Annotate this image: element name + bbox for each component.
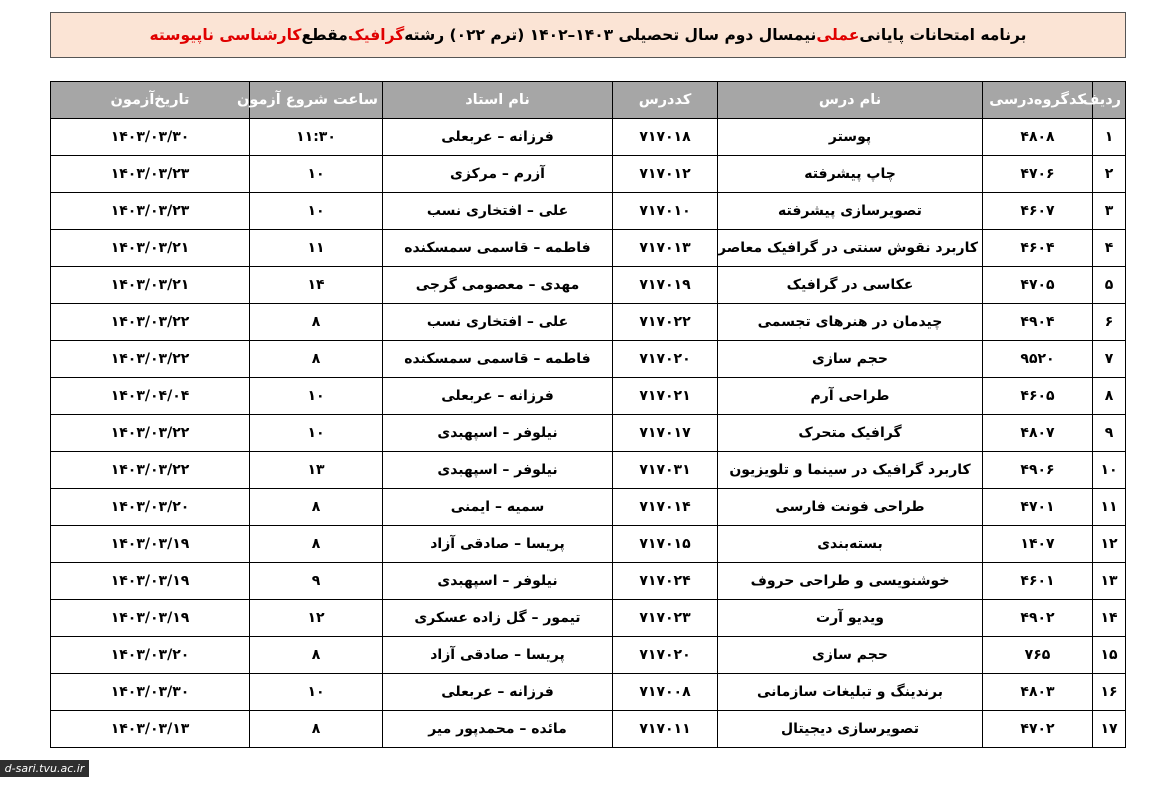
row-number: ۸ — [1093, 378, 1126, 415]
exam-date: ۱۴۰۳/۰۳/۲۳ — [51, 193, 250, 230]
course-name: تصویرسازی پیشرفته — [718, 193, 983, 230]
table-row — [51, 415, 1126, 452]
group-code: ۴۷۰۵ — [983, 267, 1093, 304]
instructor: فرزانه – عربعلی — [383, 119, 613, 156]
exam-date: ۱۴۰۳/۰۳/۱۹ — [51, 526, 250, 563]
table-row — [51, 452, 1126, 489]
start-time: ۹ — [250, 563, 383, 600]
exam-date: ۱۴۰۳/۰۳/۱۹ — [51, 600, 250, 637]
instructor: سمیه – ایمنی — [383, 489, 613, 526]
table-row — [51, 156, 1126, 193]
exam-date: ۱۴۰۳/۰۳/۲۲ — [51, 304, 250, 341]
instructor: نیلوفر – اسپهبدی — [383, 452, 613, 489]
start-time: ۱۰ — [250, 378, 383, 415]
course-code: ۷۱۷۰۱۳ — [613, 230, 718, 267]
website-watermark: d-sari.tvu.ac.ir — [0, 760, 89, 777]
group-code: ۴۶۰۵ — [983, 378, 1093, 415]
table-row — [51, 600, 1126, 637]
header-exam-date: تاریخ‌آزمون — [51, 82, 250, 119]
course-code: ۷۱۷۰۱۱ — [613, 711, 718, 748]
course-name: چیدمان در هنرهای تجسمی — [718, 304, 983, 341]
exam-date: ۱۴۰۳/۰۳/۱۳ — [51, 711, 250, 748]
start-time: ۱۳ — [250, 452, 383, 489]
start-time: ۸ — [250, 526, 383, 563]
course-name: پوستر — [718, 119, 983, 156]
table-row — [51, 526, 1126, 563]
row-number: ۴ — [1093, 230, 1126, 267]
group-code: ۱۴۰۷ — [983, 526, 1093, 563]
row-number: ۱۰ — [1093, 452, 1126, 489]
header-course-code: کددرس — [613, 82, 718, 119]
row-number: ۱ — [1093, 119, 1126, 156]
course-code: ۷۱۷۰۱۲ — [613, 156, 718, 193]
instructor: مائده – محمدپور میر — [383, 711, 613, 748]
instructor: نیلوفر – اسپهبدی — [383, 563, 613, 600]
start-time: ۱۱:۳۰ — [250, 119, 383, 156]
start-time: ۸ — [250, 637, 383, 674]
course-code: ۷۱۷۰۲۱ — [613, 378, 718, 415]
start-time: ۸ — [250, 341, 383, 378]
exam-date: ۱۴۰۳/۰۴/۰۴ — [51, 378, 250, 415]
row-number: ۱۱ — [1093, 489, 1126, 526]
course-name: طراحی آرم — [718, 378, 983, 415]
instructor: آزرم – مرکزی — [383, 156, 613, 193]
exam-date: ۱۴۰۳/۰۳/۱۹ — [51, 563, 250, 600]
title-part-5: مقطع — [301, 26, 348, 44]
table-row — [51, 304, 1126, 341]
title-part-1: برنامه امتحانات پایانی — [859, 26, 1027, 44]
exam-date: ۱۴۰۳/۰۳/۲۲ — [51, 415, 250, 452]
course-code: ۷۱۷۰۳۱ — [613, 452, 718, 489]
exam-date: ۱۴۰۳/۰۳/۲۰ — [51, 489, 250, 526]
course-code: ۷۱۷۰۱۰ — [613, 193, 718, 230]
course-name: تصویرسازی دیجیتال — [718, 711, 983, 748]
group-code: ۴۷۰۲ — [983, 711, 1093, 748]
row-number: ۳ — [1093, 193, 1126, 230]
table-row — [51, 489, 1126, 526]
exam-date: ۱۴۰۳/۰۳/۲۳ — [51, 156, 250, 193]
course-code: ۷۱۷۰۲۳ — [613, 600, 718, 637]
table-row — [51, 563, 1126, 600]
course-name: ویدیو آرت — [718, 600, 983, 637]
instructor: تیمور – گل زاده عسکری — [383, 600, 613, 637]
course-code: ۷۱۷۰۱۹ — [613, 267, 718, 304]
row-number: ۱۳ — [1093, 563, 1126, 600]
course-code: ۷۱۷۰۲۰ — [613, 637, 718, 674]
row-number: ۹ — [1093, 415, 1126, 452]
start-time: ۱۰ — [250, 156, 383, 193]
exam-date: ۱۴۰۳/۰۳/۲۲ — [51, 341, 250, 378]
title-major: گرافیک — [347, 26, 405, 44]
group-code: ۴۸۰۸ — [983, 119, 1093, 156]
title-degree: کارشناسی ناپیوسته — [149, 26, 302, 44]
row-number: ۶ — [1093, 304, 1126, 341]
exam-date: ۱۴۰۳/۰۳/۲۱ — [51, 230, 250, 267]
start-time: ۱۰ — [250, 415, 383, 452]
exam-date: ۱۴۰۳/۰۳/۲۰ — [51, 637, 250, 674]
start-time: ۸ — [250, 304, 383, 341]
course-name: برندینگ و تبلیغات سازمانی — [718, 674, 983, 711]
row-number: ۷ — [1093, 341, 1126, 378]
group-code: ۴۶۰۱ — [983, 563, 1093, 600]
instructor: فرزانه – عربعلی — [383, 378, 613, 415]
course-code: ۷۱۷۰۱۴ — [613, 489, 718, 526]
start-time: ۱۰ — [250, 193, 383, 230]
table-row — [51, 711, 1126, 748]
instructor: مهدی – معصومی گرجی — [383, 267, 613, 304]
row-number: ۵ — [1093, 267, 1126, 304]
group-code: ۹۵۲۰ — [983, 341, 1093, 378]
course-name: گرافیک متحرک — [718, 415, 983, 452]
course-name: حجم سازی — [718, 341, 983, 378]
group-code: ۴۸۰۷ — [983, 415, 1093, 452]
start-time: ۱۲ — [250, 600, 383, 637]
group-code: ۴۹۰۴ — [983, 304, 1093, 341]
exam-schedule-table — [50, 81, 1126, 748]
table-row — [51, 119, 1126, 156]
row-number: ۱۷ — [1093, 711, 1126, 748]
group-code: ۴۶۰۴ — [983, 230, 1093, 267]
course-name: بسته‌بندی — [718, 526, 983, 563]
row-number: ۱۴ — [1093, 600, 1126, 637]
exam-date: ۱۴۰۳/۰۳/۲۲ — [51, 452, 250, 489]
table-row — [51, 193, 1126, 230]
title-exam-type: عملی — [816, 26, 860, 44]
start-time: ۱۴ — [250, 267, 383, 304]
instructor: فرزانه – عربعلی — [383, 674, 613, 711]
instructor: نیلوفر – اسپهبدی — [383, 415, 613, 452]
title-part-3: نیمسال دوم سال تحصیلی ۱۴۰۳–۱۴۰۲ (ترم ۰۲۲) رشته — [404, 26, 817, 44]
course-code: ۷۱۷۰۱۵ — [613, 526, 718, 563]
page-title — [50, 12, 1126, 58]
exam-date: ۱۴۰۳/۰۳/۲۱ — [51, 267, 250, 304]
course-code: ۷۱۷۰۰۸ — [613, 674, 718, 711]
table-row — [51, 267, 1126, 304]
instructor: فاطمه – قاسمی سمسکنده — [383, 230, 613, 267]
table-row — [51, 637, 1126, 674]
course-name: چاپ پیشرفته — [718, 156, 983, 193]
instructor: فاطمه – قاسمی سمسکنده — [383, 341, 613, 378]
row-number: ۱۲ — [1093, 526, 1126, 563]
group-code: ۴۷۰۶ — [983, 156, 1093, 193]
header-row-number: ردیف — [1093, 82, 1126, 119]
group-code: ۴۹۰۲ — [983, 600, 1093, 637]
group-code: ۷۶۵ — [983, 637, 1093, 674]
course-name: خوشنویسی و طراحی حروف — [718, 563, 983, 600]
header-course-name: نام درس — [718, 82, 983, 119]
instructor: پریسا – صادقی آزاد — [383, 526, 613, 563]
table-row — [51, 674, 1126, 711]
header-instructor: نام استاد — [383, 82, 613, 119]
exam-date: ۱۴۰۳/۰۳/۳۰ — [51, 674, 250, 711]
header-group-code: کدگروه‌درسی — [983, 82, 1093, 119]
table-row — [51, 378, 1126, 415]
course-code: ۷۱۷۰۲۲ — [613, 304, 718, 341]
table-row — [51, 341, 1126, 378]
row-number: ۱۶ — [1093, 674, 1126, 711]
table-row — [51, 230, 1126, 267]
group-code: ۴۸۰۳ — [983, 674, 1093, 711]
start-time: ۱۱ — [250, 230, 383, 267]
course-code: ۷۱۷۰۲۰ — [613, 341, 718, 378]
table-header-row — [51, 82, 1126, 119]
course-name: طراحی فونت فارسی — [718, 489, 983, 526]
instructor: علی – افتخاری نسب — [383, 304, 613, 341]
group-code: ۴۹۰۶ — [983, 452, 1093, 489]
course-code: ۷۱۷۰۱۷ — [613, 415, 718, 452]
group-code: ۴۷۰۱ — [983, 489, 1093, 526]
row-number: ۱۵ — [1093, 637, 1126, 674]
course-code: ۷۱۷۰۲۴ — [613, 563, 718, 600]
row-number: ۲ — [1093, 156, 1126, 193]
instructor: علی – افتخاری نسب — [383, 193, 613, 230]
group-code: ۴۶۰۷ — [983, 193, 1093, 230]
course-name: کاربرد نقوش سنتی در گرافیک معاصر — [718, 230, 983, 267]
exam-date: ۱۴۰۳/۰۳/۳۰ — [51, 119, 250, 156]
header-start-time: ساعت شروع آزمون — [250, 82, 383, 119]
course-name: عکاسی در گرافیک — [718, 267, 983, 304]
start-time: ۸ — [250, 489, 383, 526]
course-code: ۷۱۷۰۱۸ — [613, 119, 718, 156]
start-time: ۸ — [250, 711, 383, 748]
instructor: پریسا – صادقی آزاد — [383, 637, 613, 674]
course-name: کاربرد گرافیک در سینما و تلویزیون — [718, 452, 983, 489]
course-name: حجم سازی — [718, 637, 983, 674]
start-time: ۱۰ — [250, 674, 383, 711]
